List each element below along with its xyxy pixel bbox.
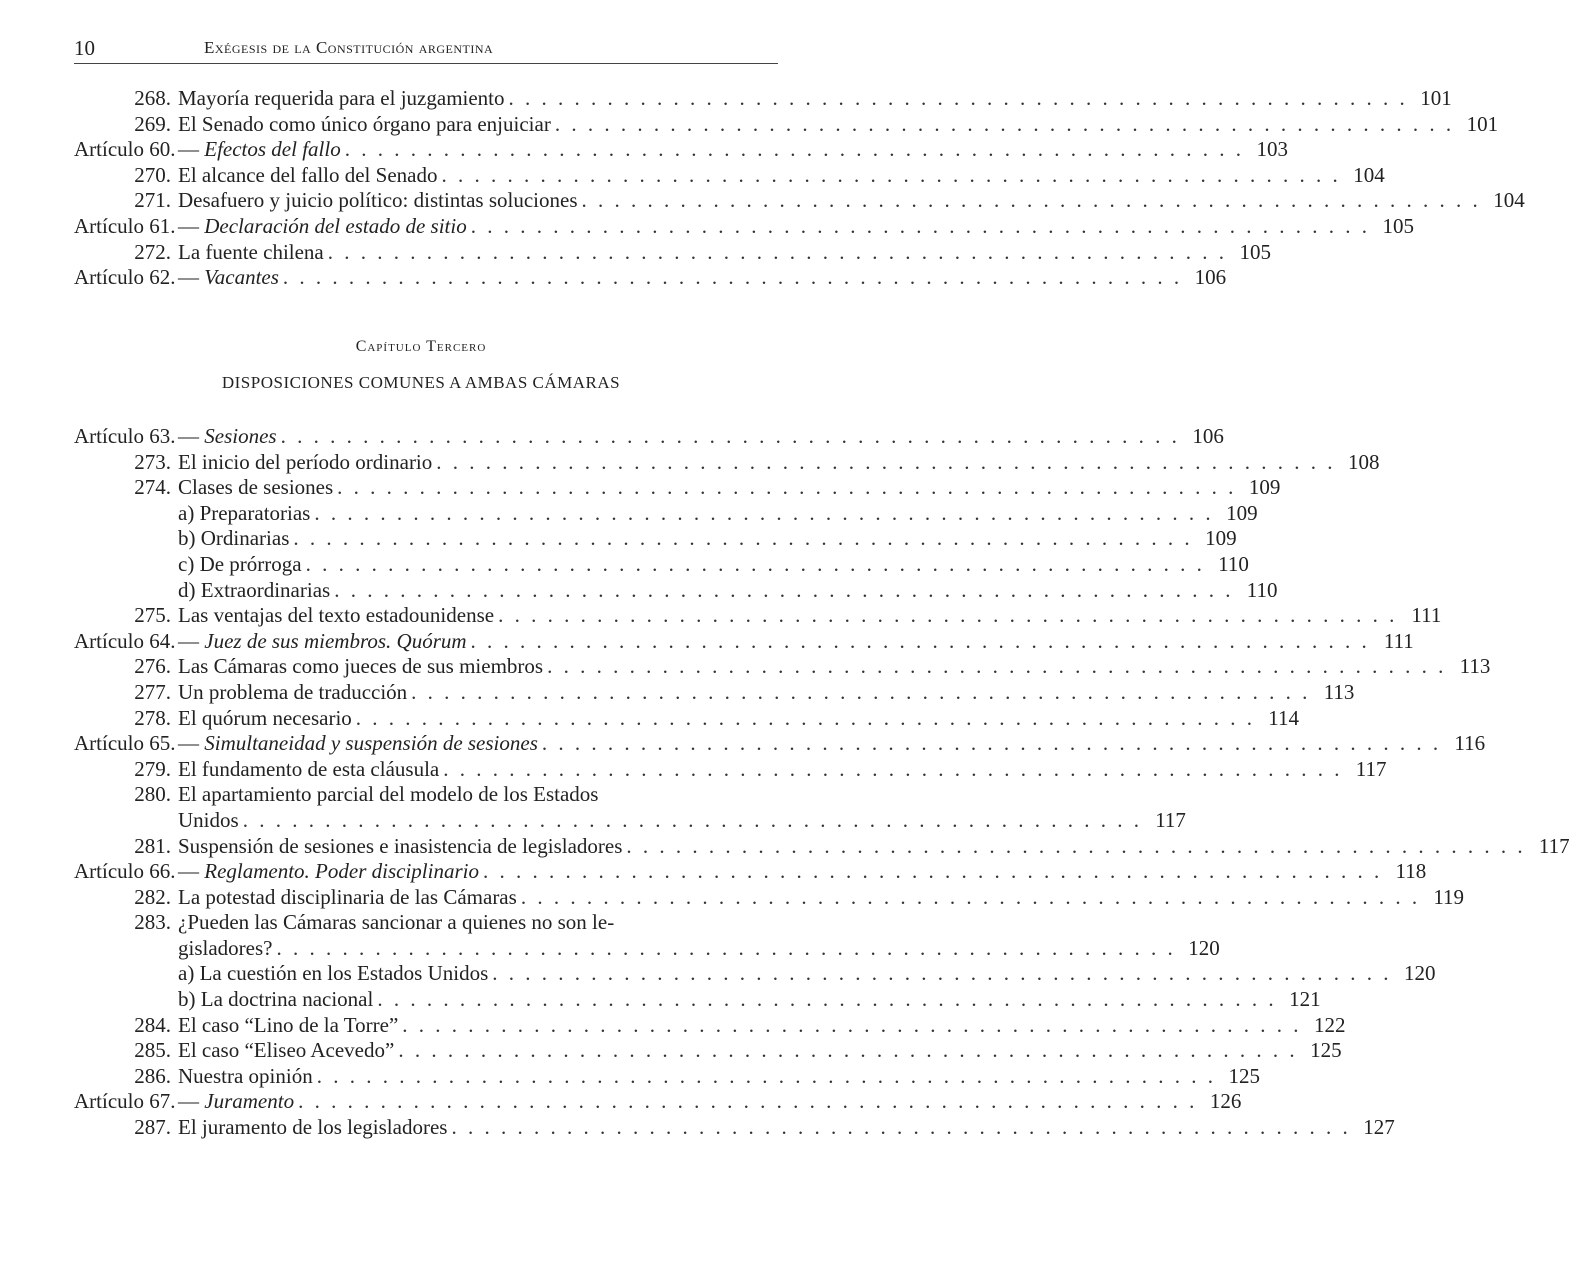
dot-leader: . . . . . . . . . . . . . . . . . . . . . . . . . . . . . . . . . . . . . . . . . . . . . . . . . . . . . . . [337, 475, 1237, 500]
entry-text [178, 475, 1280, 501]
dot-leader: . . . . . . . . . . . . . . . . . . . . . . . . . . . . . . . . . . . . . . . . . . . . . . . . . . . . . . . [314, 500, 1214, 525]
entry-text [178, 1115, 1395, 1141]
dot-leader: . . . . . . . . . . . . . . . . . . . . . . . . . . . . . . . . . . . . . . . . . . . . . . . . . . . . . . . [441, 162, 1341, 187]
toc-entry-row [74, 833, 1570, 860]
entry-page: 111 [1383, 628, 1414, 653]
chapter-title: DISPOSICIONES COMUNES A AMBAS CÁMARAS [221, 373, 621, 392]
entry-text [178, 1064, 1260, 1090]
entry-title-italic: Efectos del fallo [204, 137, 341, 162]
toc-entry-row [74, 884, 1465, 911]
entry-text [178, 501, 1258, 527]
entry-page: 106 [1192, 424, 1224, 448]
entry-title-italic: Juez de sus miembros. Quórum [204, 628, 467, 653]
entry-page: 109 [1226, 500, 1258, 525]
dot-leader: . . . . . . . . . . . . . . . . . . . . . . . . . . . . . . . . . . . . . . . . . . . . . . . . . . . . . . . [443, 756, 1343, 781]
entry-label: b) Ordinarias [178, 526, 290, 551]
entry-number: Artículo 62. [74, 265, 176, 290]
entry-number: Artículo 64. [74, 628, 176, 653]
entry-page: 114 [1268, 705, 1300, 730]
entry-text [178, 214, 1414, 240]
entry-number: 285. [134, 1038, 171, 1063]
entry-page: 109 [1248, 475, 1281, 500]
dot-leader: . . . . . . . . . . . . . . . . . . . . . . . . . . . . . . . . . . . . . . . . . . . . . . . . . . . . . . . [451, 1115, 1351, 1140]
toc-subentry-row [74, 577, 1278, 604]
entry-text [178, 603, 1441, 629]
entry-text [178, 265, 1226, 291]
entry-number: 268. [134, 86, 171, 110]
entry-label: La potestad disciplinaria de las Cámaras [178, 884, 517, 909]
entry-number: 272. [134, 239, 171, 264]
entry-page: 110 [1246, 577, 1278, 602]
running-head [74, 36, 778, 64]
entry-text [178, 731, 1485, 757]
entry-dash: — [178, 1089, 205, 1114]
dot-leader: . . . . . . . . . . . . . . . . . . . . . . . . . . . . . . . . . . . . . . . . . . . . . . . . . . . . . . . [242, 807, 1142, 832]
entry-number: 279. [134, 756, 171, 781]
entry-number: Artículo 67. [74, 1089, 176, 1114]
entry-page: 116 [1454, 731, 1486, 756]
entry-page: 109 [1205, 526, 1237, 551]
entry-text [178, 578, 1277, 604]
entry-page: 120 [1404, 961, 1436, 986]
entry-page: 106 [1194, 265, 1227, 290]
entry-text [178, 552, 1249, 578]
toc-entry-row [74, 239, 1271, 266]
toc-section-top [74, 86, 1525, 291]
toc-article-row [74, 424, 1224, 450]
dot-leader: . . . . . . . . . . . . . . . . . . . . . . . . . . . . . . . . . . . . . . . . . . . . . . . . . . . . . . . [554, 111, 1455, 136]
entry-label-line2: Unidos [178, 807, 239, 832]
entry-number: Artículo 65. [74, 731, 176, 756]
entry-text [178, 163, 1385, 189]
entry-text [178, 706, 1299, 732]
entry-title-italic: Simultaneidad y suspensión de sesiones [204, 731, 538, 756]
entry-number: 280. [134, 782, 171, 807]
entry-label: El caso “Eliseo Acevedo” [178, 1038, 395, 1063]
entry-page: 117 [1155, 807, 1186, 832]
dot-leader: . . . . . . . . . . . . . . . . . . . . . . . . . . . . . . . . . . . . . . . . . . . . . . . . . . . . . . . [327, 239, 1227, 264]
toc-subentry-row [74, 961, 1436, 987]
entry-label: b) La doctrina nacional [178, 987, 374, 1012]
entry-dash: — [178, 628, 205, 653]
toc-entry-row [74, 782, 1186, 833]
entry-label-line1: El apartamiento parcial del modelo de los Estados [178, 782, 599, 807]
entry-dash: — [178, 265, 205, 290]
entry-title-italic: Vacantes [204, 265, 279, 290]
entry-label: Desafuero y juicio político: distintas soluciones [178, 188, 578, 213]
entry-text [178, 961, 1436, 987]
dot-leader: . . . . . . . . . . . . . . . . . . . . . . . . . . . . . . . . . . . . . . . . . . . . . . . . . . . . . . . [305, 551, 1205, 576]
entry-number: 275. [134, 603, 171, 628]
entry-page: 104 [1493, 188, 1525, 213]
entry-label: El caso “Lino de la Torre” [178, 1012, 399, 1037]
entry-label: Mayoría requerida para el juzgamiento [178, 86, 505, 110]
entry-label: a) Preparatorias [178, 500, 311, 525]
entry-number: 282. [134, 884, 171, 909]
entry-page: 121 [1289, 987, 1321, 1012]
entry-page: 101 [1466, 111, 1499, 136]
entry-number: 270. [134, 162, 171, 187]
entry-text [178, 240, 1271, 266]
toc-article-row [74, 731, 1486, 757]
entry-label-line2-row [178, 808, 1186, 834]
entry-label: Clases de sesiones [178, 475, 334, 500]
entry-dash: — [178, 731, 205, 756]
dot-leader: . . . . . . . . . . . . . . . . . . . . . . . . . . . . . . . . . . . . . . . . . . . . . . . . . . . . . . . [316, 1063, 1216, 1088]
dot-leader: . . . . . . . . . . . . . . . . . . . . . . . . . . . . . . . . . . . . . . . . . . . . . . . . . . . . . . . [547, 654, 1447, 679]
entry-text [178, 885, 1464, 911]
toc-article-row [74, 1089, 1242, 1115]
entry-text [178, 987, 1321, 1013]
dot-leader: . . . . . . . . . . . . . . . . . . . . . . . . . . . . . . . . . . . . . . . . . . . . . . . . . . . . . . . [470, 213, 1370, 238]
toc-entry-row [74, 705, 1300, 732]
entry-number: Artículo 66. [74, 859, 176, 884]
toc-entry-row [74, 162, 1385, 189]
entry-text [178, 834, 1570, 860]
toc-entry-row [74, 1063, 1260, 1090]
entry-dash: — [178, 137, 205, 162]
entry-label: La fuente chilena [178, 239, 324, 264]
entry-label: El juramento de los legisladores [178, 1115, 448, 1140]
entry-page: 118 [1395, 859, 1427, 884]
toc-entry-row [74, 449, 1380, 476]
entry-label: El fundamento de esta cláusula [178, 756, 440, 781]
entry-number: 281. [134, 833, 171, 858]
entry-text [178, 654, 1490, 680]
entry-text [178, 86, 1452, 112]
chapter-label: Capítulo Tercero [355, 338, 487, 355]
toc-article-row [74, 628, 1414, 655]
entry-text [178, 137, 1288, 163]
entry-text-block [178, 782, 1186, 833]
toc-article-row [74, 213, 1414, 240]
entry-text [178, 757, 1387, 783]
entry-page: 120 [1188, 935, 1220, 960]
dot-leader: . . . . . . . . . . . . . . . . . . . . . . . . . . . . . . . . . . . . . . . . . . . . . . . . . . . . . . . [377, 987, 1277, 1012]
entry-label: El inicio del período ordinario [178, 449, 433, 474]
dot-leader: . . . . . . . . . . . . . . . . . . . . . . . . . . . . . . . . . . . . . . . . . . . . . . . . . . . . . . . [355, 705, 1256, 730]
entry-page: 117 [1538, 833, 1570, 858]
entry-text [178, 112, 1498, 138]
entry-label: c) De prórroga [178, 551, 302, 576]
dot-leader: . . . . . . . . . . . . . . . . . . . . . . . . . . . . . . . . . . . . . . . . . . . . . . . . . . . . . . . [282, 265, 1183, 290]
toc-entry-row [74, 1115, 1395, 1141]
entry-dash: — [178, 213, 205, 238]
entry-label: Un problema de traducción [178, 679, 408, 704]
entry-page: 111 [1411, 603, 1442, 628]
entry-dash: — [178, 859, 205, 884]
toc-entry-row [74, 1038, 1342, 1064]
dot-leader: . . . . . . . . . . . . . . . . . . . . . . . . . . . . . . . . . . . . . . . . . . . . . . . . . . . . . . . [298, 1089, 1198, 1114]
entry-text [178, 1038, 1342, 1064]
entry-label [178, 629, 467, 655]
entry-label: El Senado como único órgano para enjuiciar [178, 111, 551, 136]
entry-page: 126 [1209, 1089, 1242, 1114]
running-head-title: Exégesis de la Constitución argentina [204, 38, 494, 57]
entry-number: 273. [134, 449, 171, 474]
dot-leader: . . . . . . . . . . . . . . . . . . . . . . . . . . . . . . . . . . . . . . . . . . . . . . . . . . . . . . . [398, 1038, 1298, 1063]
entry-number: 278. [134, 705, 171, 730]
dot-leader: . . . . . . . . . . . . . . . . . . . . . . . . . . . . . . . . . . . . . . . . . . . . . . . . . . . . . . . [492, 961, 1392, 986]
dot-leader: . . . . . . . . . . . . . . . . . . . . . . . . . . . . . . . . . . . . . . . . . . . . . . . . . . . . . . . [276, 935, 1176, 960]
entry-label: El quórum necesario [178, 705, 352, 730]
entry-text [178, 450, 1380, 476]
toc-article-row [74, 859, 1427, 885]
toc-entry-row [74, 188, 1525, 214]
dot-leader: . . . . . . . . . . . . . . . . . . . . . . . . . . . . . . . . . . . . . . . . . . . . . . . . . . . . . . . [541, 731, 1442, 756]
entry-number: 287. [134, 1115, 171, 1140]
entry-label [178, 424, 277, 450]
entry-page: 117 [1355, 756, 1387, 781]
entry-label [178, 859, 479, 885]
dot-leader: . . . . . . . . . . . . . . . . . . . . . . . . . . . . . . . . . . . . . . . . . . . . . . . . . . . . . . . [402, 1012, 1302, 1037]
entry-number: 277. [134, 679, 171, 704]
entry-label: Suspensión de sesiones e inasistencia de legisladores [178, 833, 623, 858]
entry-label: a) La cuestión en los Estados Unidos [178, 961, 489, 986]
dot-leader: . . . . . . . . . . . . . . . . . . . . . . . . . . . . . . . . . . . . . . . . . . . . . . . . . . . . . . . [470, 628, 1370, 653]
dot-leader: . . . . . . . . . . . . . . . . . . . . . . . . . . . . . . . . . . . . . . . . . . . . . . . . . . . . . . . [411, 679, 1311, 704]
entry-text [178, 1089, 1241, 1115]
toc-entry-row [74, 679, 1355, 706]
toc-entry-row [74, 111, 1499, 138]
entry-text [178, 188, 1525, 214]
toc-entry-row [74, 603, 1442, 629]
dot-leader: . . . . . . . . . . . . . . . . . . . . . . . . . . . . . . . . . . . . . . . . . . . . . . . . . . . . . . . [482, 859, 1383, 884]
dot-leader: . . . . . . . . . . . . . . . . . . . . . . . . . . . . . . . . . . . . . . . . . . . . . . . . . . . . . . . [626, 833, 1526, 858]
dot-leader: . . . . . . . . . . . . . . . . . . . . . . . . . . . . . . . . . . . . . . . . . . . . . . . . . . . . . . . [436, 449, 1336, 474]
entry-label-line2: gisladores? [178, 935, 273, 960]
toc-article-row [74, 137, 1288, 163]
entry-text [178, 526, 1237, 552]
entry-label: Nuestra opinión [178, 1063, 313, 1088]
dot-leader: . . . . . . . . . . . . . . . . . . . . . . . . . . . . . . . . . . . . . . . . . . . . . . . . . . . . . . . [293, 526, 1193, 551]
entry-page: 127 [1363, 1115, 1395, 1140]
entry-label: Las ventajas del texto estadounidense [178, 603, 495, 628]
toc-entry-row [74, 475, 1281, 501]
toc-subentry-row [74, 526, 1237, 552]
entry-number: Artículo 60. [74, 137, 176, 162]
entry-number: Artículo 61. [74, 213, 176, 238]
dot-leader: . . . . . . . . . . . . . . . . . . . . . . . . . . . . . . . . . . . . . . . . . . . . . . . . . . . . . . . [334, 577, 1234, 602]
entry-dash: — [178, 424, 205, 448]
dot-leader: . . . . . . . . . . . . . . . . . . . . . . . . . . . . . . . . . . . . . . . . . . . . . . . . . . . . . . . [581, 188, 1481, 213]
entry-page: 103 [1256, 137, 1288, 162]
entry-page: 122 [1314, 1012, 1346, 1037]
entry-number: 284. [134, 1012, 171, 1037]
entry-number: 271. [134, 188, 171, 213]
entry-title-italic: Declaración del estado de sitio [204, 213, 467, 238]
entry-number: 283. [134, 910, 171, 935]
entry-page: 110 [1218, 551, 1249, 576]
toc-entry-row [74, 654, 1491, 680]
entry-page: 108 [1348, 449, 1380, 474]
dot-leader: . . . . . . . . . . . . . . . . . . . . . . . . . . . . . . . . . . . . . . . . . . . . . . . . . . . . . . . [344, 137, 1244, 162]
entry-text [178, 680, 1354, 706]
entry-number: 269. [134, 111, 171, 136]
entry-page: 119 [1433, 884, 1465, 909]
dot-leader: . . . . . . . . . . . . . . . . . . . . . . . . . . . . . . . . . . . . . . . . . . . . . . . . . . . . . . . [280, 424, 1180, 448]
entry-label: Las Cámaras como jueces de sus miembros [178, 654, 544, 679]
entry-label-line2-row [178, 936, 1220, 962]
entry-text [178, 424, 1224, 450]
entry-label: d) Extraordinarias [178, 577, 331, 602]
toc-subentry-row [74, 551, 1249, 578]
entry-title-italic: Juramento [204, 1089, 295, 1114]
entry-label [178, 265, 279, 291]
entry-page: 105 [1382, 213, 1414, 238]
toc-subentry-row [74, 500, 1258, 527]
dot-leader: . . . . . . . . . . . . . . . . . . . . . . . . . . . . . . . . . . . . . . . . . . . . . . . . . . . . . . . [520, 884, 1421, 909]
page-number: 10 [74, 36, 95, 60]
entry-number: Artículo 63. [74, 424, 176, 448]
entry-number: 286. [134, 1063, 171, 1088]
entry-page: 125 [1310, 1038, 1342, 1063]
entry-title-italic: Sesiones [204, 424, 277, 448]
toc-article-row [74, 265, 1227, 291]
toc-entry-row [74, 1012, 1346, 1039]
entry-label-line1: ¿Pueden las Cámaras sancionar a quienes no son le- [178, 910, 615, 935]
entry-number: 274. [134, 475, 171, 500]
entry-page: 101 [1420, 86, 1452, 110]
toc-entry-row [74, 910, 1220, 961]
toc-section-bottom [74, 424, 1570, 1141]
toc-subentry-row [74, 987, 1321, 1013]
dot-leader: . . . . . . . . . . . . . . . . . . . . . . . . . . . . . . . . . . . . . . . . . . . . . . . . . . . . . . . [498, 603, 1398, 628]
entry-label [178, 1089, 294, 1115]
entry-text [178, 859, 1426, 885]
entry-text [178, 629, 1414, 655]
entry-label: El alcance del fallo del Senado [178, 162, 438, 187]
entry-page: 113 [1323, 679, 1355, 704]
entry-title-italic: Reglamento. Poder disciplinario [204, 859, 479, 884]
entry-page: 113 [1459, 654, 1491, 679]
entry-number: 276. [134, 654, 171, 679]
toc-entry-row [74, 756, 1387, 783]
entry-text-block [178, 910, 1220, 961]
dot-leader: . . . . . . . . . . . . . . . . . . . . . . . . . . . . . . . . . . . . . . . . . . . . . . . . . . . . . . . [508, 86, 1408, 110]
entry-page: 125 [1228, 1063, 1260, 1088]
entry-text [178, 1013, 1346, 1039]
toc-entry-row [74, 86, 1452, 112]
entry-label [178, 731, 538, 757]
entry-label [178, 214, 467, 240]
entry-page: 105 [1239, 239, 1271, 264]
entry-label [178, 137, 341, 163]
entry-page: 104 [1353, 162, 1385, 187]
